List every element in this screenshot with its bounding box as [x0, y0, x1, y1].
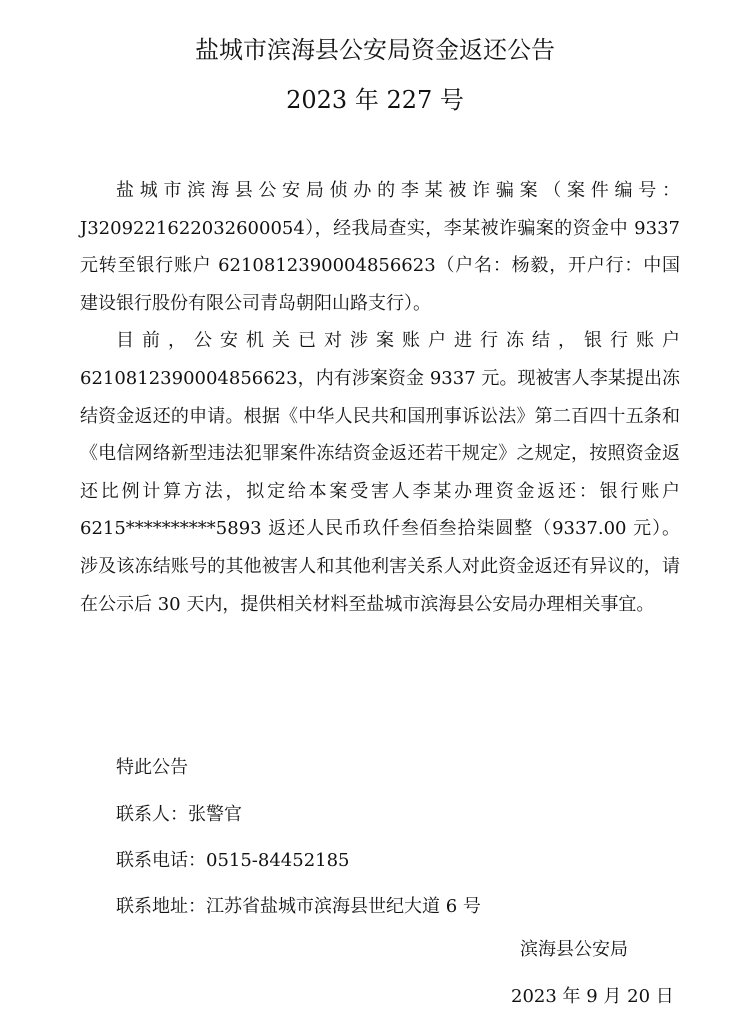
contact-person: 联系人：张警官 [116, 804, 242, 825]
document-body [80, 172, 680, 623]
paragraph-case-details: 盐城市滨海县公安局侦办的李某被诈骗案（案件编号：J3209221622032600054），经我局查实，李某被诈骗案的资金中 9337 元转至银行账户 6210812390004856623（户名：杨毅，开户行：中国建设银行股份有限公司青岛朝阳山路支行）。 [80, 180, 680, 314]
signature-organization: 滨海县公安局 [520, 939, 628, 960]
contact-address: 联系地址：江苏省盐城市滨海县世纪大道 6 号 [116, 896, 481, 917]
document-number: 2023 年 227 号 [286, 86, 464, 114]
contact-phone: 联系电话：0515-84452185 [116, 850, 350, 871]
closing-line: 特此公告 [116, 757, 188, 778]
paragraph-refund-notice: 目前，公安机关已对涉案账户进行冻结，银行账户 6210812390004856623，内有涉案资金 9337 元。现被害人李某提出冻结资金返还的申请。根据《中华人民共和国刑事诉讼法》第二百四十五条和《电信网络新型违法犯罪案件冻结资金返还若干规定》之规定，按照资金返还比例计算方法，拟定给本案受害人李某办理资金返还：银行账户 6215**********5893 返还人民币玖仟叁佰叁拾柒圆整（9337.00 元）。涉及该冻结账号的其他被害人和其他利害关系人对此资金返还有异议的，请在公示后 30 天内，提供相关材料至盐城市滨海县公安局办理相关事宜。 [80, 330, 680, 615]
document-title: 盐城市滨海县公安局资金返还公告 [195, 36, 555, 64]
signature-date: 2023 年 9 月 20 日 [511, 986, 674, 1007]
